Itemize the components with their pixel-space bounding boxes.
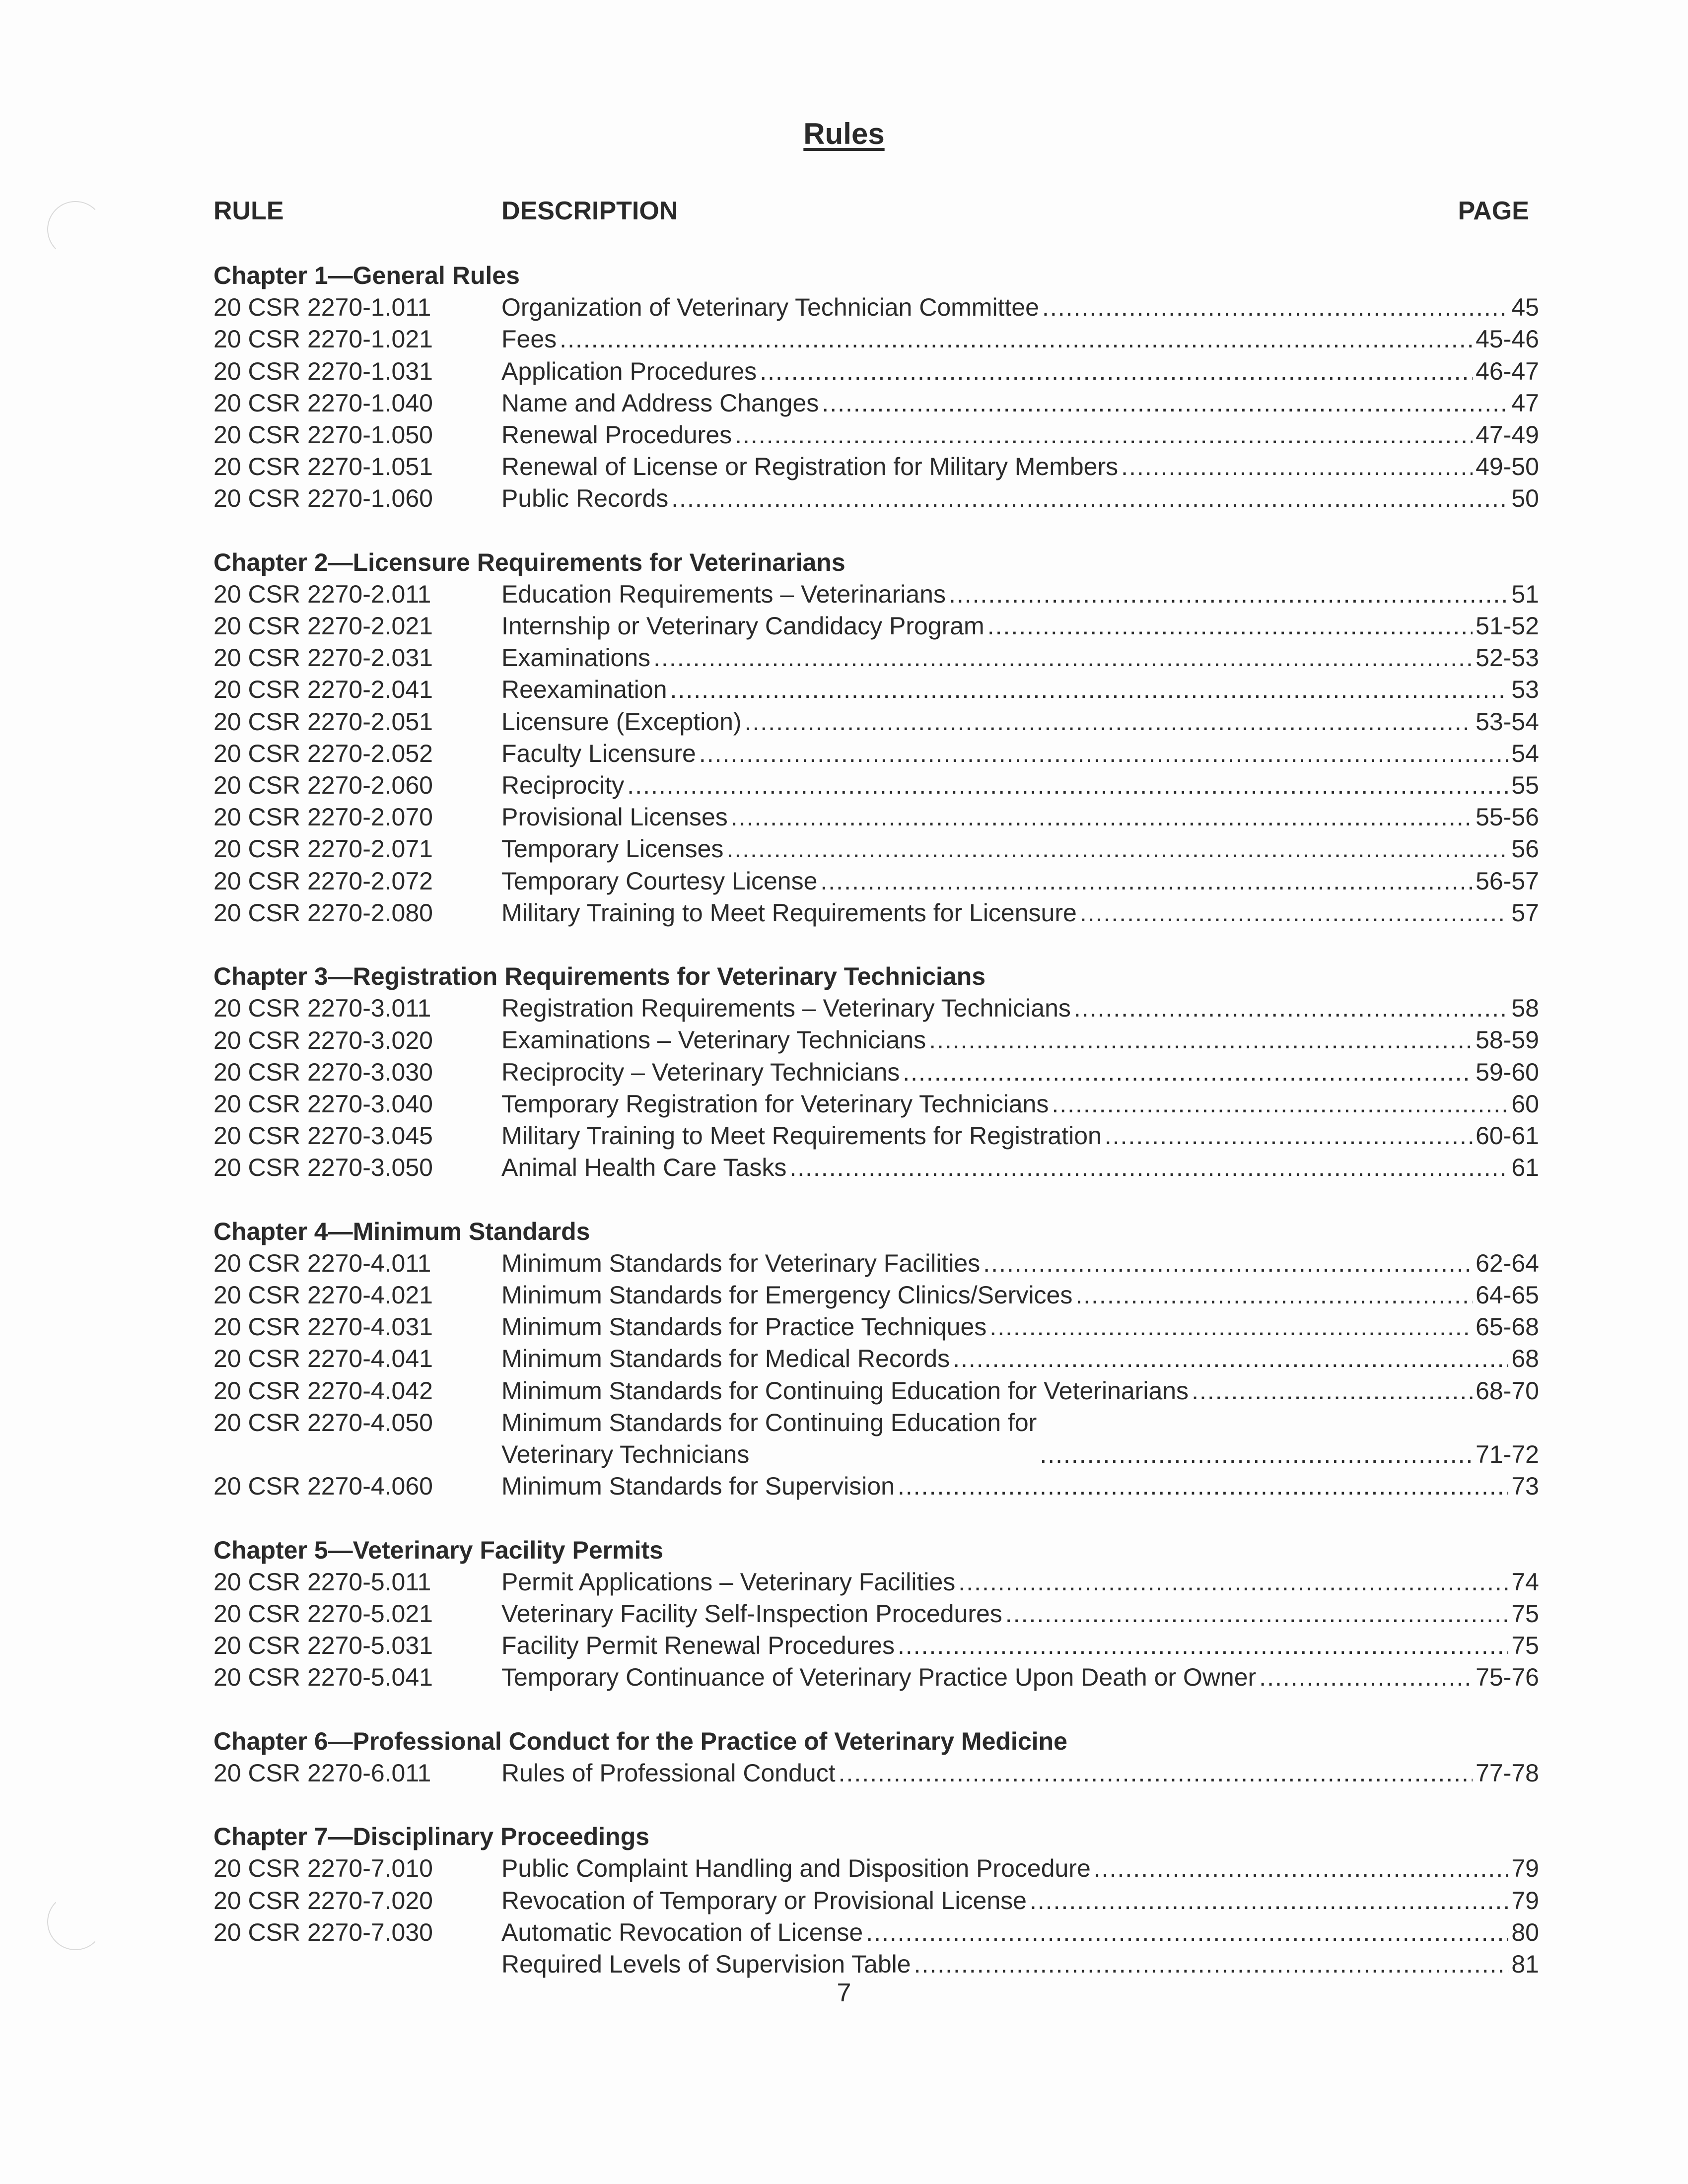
dot-leader <box>822 387 1508 419</box>
dot-leader <box>653 642 1473 674</box>
header-rule: RULE <box>213 197 284 225</box>
chapter-section <box>213 1821 1539 1980</box>
dot-leader <box>726 833 1508 865</box>
dot-leader <box>898 1470 1508 1502</box>
binder-hole-top <box>47 201 104 258</box>
toc-entry <box>213 706 1539 738</box>
toc-entry <box>213 1152 1539 1183</box>
chapter-title: Chapter 5—Veterinary Facility Permits <box>213 1536 663 1564</box>
rule-number: 20 CSR 2270-2.070 <box>213 803 433 831</box>
dot-leader <box>670 674 1509 705</box>
rule-number: 20 CSR 2270-1.040 <box>213 389 433 417</box>
rule-number: 20 CSR 2270-1.011 <box>213 293 431 322</box>
toc-entry <box>213 1852 1539 1884</box>
toc-entry <box>213 1343 1539 1374</box>
toc-entry <box>213 419 1539 451</box>
rule-number: 20 CSR 2270-3.040 <box>213 1090 433 1118</box>
rule-description: Veterinary Facility Self-Inspection Procedures <box>501 1599 1002 1628</box>
page-reference: 68-70 <box>1476 1376 1539 1405</box>
header-description: DESCRIPTION <box>501 197 678 225</box>
rule-description: Public Complaint Handling and Disposition Procedure <box>501 1854 1091 1883</box>
toc-entry <box>213 865 1539 897</box>
rule-description: Minimum Standards for Supervision <box>501 1472 895 1501</box>
page-reference: 60 <box>1511 1090 1539 1118</box>
rule-description: Organization of Veterinary Technician Committee <box>501 293 1039 322</box>
page-reference: 52-53 <box>1476 644 1539 672</box>
page-reference: 53-54 <box>1476 707 1539 736</box>
rule-description: Internship or Veterinary Candidacy Program <box>501 612 985 640</box>
rule-description: Temporary Registration for Veterinary Technicians <box>501 1090 1049 1118</box>
rule-number: 20 CSR 2270-3.020 <box>213 1026 433 1054</box>
page-number: 7 <box>837 1979 851 2007</box>
page-reference: 74 <box>1511 1568 1539 1596</box>
rule-description: Military Training to Meet Requirements for Registration <box>501 1122 1102 1150</box>
rule-description: Minimum Standards for Emergency Clinics/Services <box>501 1281 1073 1309</box>
rule-description: Minimum Standards for Continuing Education for Veterinary Technicians <box>501 1408 1037 1468</box>
rule-description: Reexamination <box>501 676 667 704</box>
binder-hole-bottom <box>47 1894 104 1950</box>
rule-number: 20 CSR 2270-2.072 <box>213 867 433 895</box>
dot-leader <box>1105 1120 1473 1152</box>
rule-number: 20 CSR 2270-3.050 <box>213 1154 433 1182</box>
rule-number: 20 CSR 2270-4.021 <box>213 1281 433 1309</box>
dot-leader <box>731 801 1473 833</box>
rule-number: 20 CSR 2270-5.021 <box>213 1599 433 1628</box>
toc-entry <box>213 897 1539 929</box>
dot-leader <box>671 482 1508 514</box>
dot-leader <box>1042 291 1508 323</box>
rule-description: Application Procedures <box>501 357 757 385</box>
rule-description: Animal Health Care Tasks <box>501 1154 787 1182</box>
dot-leader <box>745 706 1473 738</box>
page-reference: 51 <box>1511 580 1539 608</box>
toc-entry <box>213 1088 1539 1120</box>
dot-leader <box>949 578 1508 610</box>
dot-leader <box>1192 1375 1473 1407</box>
page-reference: 68 <box>1511 1345 1539 1373</box>
page-reference: 65-68 <box>1476 1313 1539 1341</box>
chapter-title: Chapter 7—Disciplinary Proceedings <box>213 1823 650 1851</box>
dot-leader <box>1121 451 1473 482</box>
rule-number: 20 CSR 2270-7.030 <box>213 1918 433 1946</box>
page-reference: 57 <box>1511 898 1539 927</box>
toc-entry <box>213 451 1539 482</box>
rule-number: 20 CSR 2270-1.031 <box>213 357 433 385</box>
rule-description: Reciprocity <box>501 771 625 799</box>
rule-description: Education Requirements – Veterinarians <box>501 580 946 608</box>
rule-description: Examinations <box>501 644 651 672</box>
rule-description: Military Training to Meet Requirements for Licensure <box>501 898 1077 927</box>
rule-description: Renewal Procedures <box>501 420 732 449</box>
toc-entry <box>213 992 1539 1024</box>
toc-entry <box>213 1757 1539 1789</box>
page-reference: 45 <box>1511 293 1539 322</box>
chapter-section <box>213 1725 1539 1789</box>
rule-number: 20 CSR 2270-2.051 <box>213 707 433 736</box>
rule-number: 20 CSR 2270-5.011 <box>213 1568 431 1596</box>
toc-entry <box>213 801 1539 833</box>
page-reference: 75 <box>1511 1599 1539 1628</box>
dot-leader <box>903 1056 1473 1088</box>
page-reference: 60-61 <box>1476 1122 1539 1150</box>
rule-number: 20 CSR 2270-2.052 <box>213 739 433 767</box>
rule-description: Required Levels of Supervision Table <box>501 1950 911 1978</box>
dot-leader <box>866 1916 1508 1948</box>
rule-number <box>213 1948 501 1980</box>
toc-entry <box>213 738 1539 769</box>
page-reference: 79 <box>1511 1854 1539 1883</box>
page-reference: 47 <box>1511 389 1539 417</box>
page-reference: 62-64 <box>1476 1249 1539 1277</box>
page-reference: 75 <box>1511 1632 1539 1660</box>
dot-leader <box>1075 1279 1473 1311</box>
rule-description: Rules of Professional Conduct <box>501 1759 836 1787</box>
rule-number: 20 CSR 2270-2.011 <box>213 580 431 608</box>
toc-entry <box>213 387 1539 419</box>
rule-description: Fees <box>501 325 557 353</box>
toc-entry <box>213 642 1539 674</box>
chapter-section <box>213 260 1539 515</box>
toc-entry <box>213 1661 1539 1693</box>
dot-leader <box>1080 897 1509 929</box>
rule-number: 20 CSR 2270-3.030 <box>213 1058 433 1086</box>
rule-number: 20 CSR 2270-2.080 <box>213 898 433 927</box>
dot-leader <box>1259 1661 1473 1693</box>
chapter-section <box>213 1534 1539 1694</box>
rule-number: 20 CSR 2270-5.041 <box>213 1663 433 1692</box>
header-page: PAGE <box>1458 197 1529 225</box>
dot-leader <box>627 769 1508 801</box>
toc-entry <box>213 355 1539 387</box>
page-reference: 64-65 <box>1476 1281 1539 1309</box>
dot-leader <box>760 355 1473 387</box>
rule-number: 20 CSR 2270-6.011 <box>213 1759 431 1787</box>
chapter-title: Chapter 1—General Rules <box>213 262 520 289</box>
dot-leader <box>699 738 1509 769</box>
rule-description: Automatic Revocation of License <box>501 1918 863 1946</box>
page-reference: 53 <box>1511 676 1539 704</box>
toc-entry <box>213 1948 1539 1980</box>
rule-description: Reciprocity – Veterinary Technicians <box>501 1058 900 1086</box>
toc-entry <box>213 674 1539 705</box>
rule-number: 20 CSR 2270-5.031 <box>213 1632 433 1660</box>
toc-entry <box>213 610 1539 642</box>
dot-leader <box>1030 1885 1508 1916</box>
dot-leader <box>958 1566 1508 1598</box>
rule-number: 20 CSR 2270-4.031 <box>213 1313 433 1341</box>
rule-description: Minimum Standards for Medical Records <box>501 1345 950 1373</box>
page-reference: 46-47 <box>1476 357 1539 385</box>
rule-description: Permit Applications – Veterinary Facilities <box>501 1568 956 1596</box>
dot-leader <box>1005 1598 1509 1630</box>
toc-entry <box>213 578 1539 610</box>
rule-number: 20 CSR 2270-4.050 <box>213 1408 433 1436</box>
rule-number: 20 CSR 2270-2.031 <box>213 644 433 672</box>
rule-number: 20 CSR 2270-7.010 <box>213 1854 433 1883</box>
toc-entry <box>213 1630 1539 1661</box>
column-headers <box>213 196 1529 231</box>
dot-leader <box>987 610 1473 642</box>
rule-number: 20 CSR 2270-2.060 <box>213 771 433 799</box>
page-reference: 80 <box>1511 1918 1539 1946</box>
page-reference: 51-52 <box>1476 612 1539 640</box>
rule-description: Provisional Licenses <box>501 803 728 831</box>
dot-leader <box>735 419 1473 451</box>
page-reference: 55 <box>1511 771 1539 799</box>
toc-entry <box>213 1024 1539 1056</box>
rule-number: 20 CSR 2270-4.041 <box>213 1345 433 1373</box>
dot-leader <box>929 1024 1473 1056</box>
page-reference: 75-76 <box>1476 1663 1539 1692</box>
page-reference: 81 <box>1511 1950 1539 1978</box>
chapter-title: Chapter 4—Minimum Standards <box>213 1217 590 1245</box>
rule-number: 20 CSR 2270-4.011 <box>213 1249 431 1277</box>
chapter-title: Chapter 6—Professional Conduct for the Practice of Veterinary Medicine <box>213 1727 1067 1755</box>
rule-number: 20 CSR 2270-1.050 <box>213 420 433 449</box>
page-reference: 73 <box>1511 1472 1539 1501</box>
rule-number: 20 CSR 2270-1.051 <box>213 453 433 481</box>
rule-description: Temporary Licenses <box>501 835 724 863</box>
dot-leader <box>789 1152 1508 1183</box>
page-reference: 79 <box>1511 1886 1539 1914</box>
rule-description: Temporary Continuance of Veterinary Practice Upon Death or Owner <box>501 1663 1257 1692</box>
toc-entry <box>213 1566 1539 1598</box>
rule-number: 20 CSR 2270-3.011 <box>213 994 431 1023</box>
toc-entry <box>213 833 1539 865</box>
page-reference: 58-59 <box>1476 1026 1539 1054</box>
rule-number: 20 CSR 2270-2.041 <box>213 676 433 704</box>
toc-entry <box>213 1120 1539 1152</box>
rule-description: Public Records <box>501 484 669 513</box>
dot-leader <box>560 323 1473 355</box>
page-reference: 54 <box>1511 739 1539 767</box>
rule-number: 20 CSR 2270-7.020 <box>213 1886 433 1914</box>
page-reference: 49-50 <box>1476 453 1539 481</box>
toc-entry <box>213 1247 1539 1279</box>
toc-entry <box>213 1279 1539 1311</box>
page-reference: 61 <box>1511 1154 1539 1182</box>
rule-description: Name and Address Changes <box>501 389 819 417</box>
table-of-contents <box>213 260 1539 1980</box>
toc-entry <box>213 1470 1539 1502</box>
dot-leader <box>898 1630 1508 1661</box>
dot-leader <box>1094 1852 1509 1884</box>
page-reference: 45-46 <box>1476 325 1539 353</box>
rule-description: Temporary Courtesy License <box>501 867 818 895</box>
chapter-title: Chapter 3—Registration Requirements for Veterinary Technicians <box>213 962 986 991</box>
dot-leader <box>914 1948 1509 1980</box>
rule-description: Facility Permit Renewal Procedures <box>501 1632 895 1660</box>
toc-entry <box>213 769 1539 801</box>
toc-entry <box>213 1056 1539 1088</box>
rule-description: Minimum Standards for Veterinary Facilities <box>501 1249 981 1277</box>
page-reference: 56-57 <box>1476 867 1539 895</box>
rule-description: Examinations – Veterinary Technicians <box>501 1026 926 1054</box>
rule-number: 20 CSR 2270-4.060 <box>213 1472 433 1501</box>
rule-description: Faculty Licensure <box>501 739 696 767</box>
page-reference: 55-56 <box>1476 803 1539 831</box>
toc-entry <box>213 1598 1539 1630</box>
page-reference: 71-72 <box>1476 1440 1539 1468</box>
page-reference: 77-78 <box>1476 1759 1539 1787</box>
rule-number: 20 CSR 2270-2.071 <box>213 835 433 863</box>
rule-description: Registration Requirements – Veterinary Technicians <box>501 994 1071 1023</box>
rule-number: 20 CSR 2270-1.021 <box>213 325 433 353</box>
rule-description: Minimum Standards for Practice Techniques <box>501 1313 987 1341</box>
rule-description: Revocation of Temporary or Provisional License <box>501 1886 1027 1914</box>
rule-number: 20 CSR 2270-2.021 <box>213 612 433 640</box>
page-reference: 50 <box>1511 484 1539 513</box>
toc-entry <box>213 1407 1539 1470</box>
rule-number: 20 CSR 2270-1.060 <box>213 484 433 513</box>
dot-leader <box>983 1247 1473 1279</box>
dot-leader <box>1052 1088 1508 1120</box>
page-reference: 59-60 <box>1476 1058 1539 1086</box>
rule-number: 20 CSR 2270-4.042 <box>213 1376 433 1405</box>
rule-number: 20 CSR 2270-3.045 <box>213 1122 433 1150</box>
dot-leader <box>989 1311 1473 1343</box>
page-reference: 47-49 <box>1476 420 1539 449</box>
rule-description: Renewal of License or Registration for Military Members <box>501 453 1119 481</box>
dot-leader <box>953 1343 1508 1374</box>
toc-entry <box>213 1375 1539 1407</box>
dot-leader <box>1074 992 1508 1024</box>
toc-entry <box>213 323 1539 355</box>
chapter-section <box>213 1216 1539 1502</box>
chapter-section <box>213 960 1539 1183</box>
page-title: Rules <box>803 117 885 150</box>
page-reference: 56 <box>1511 835 1539 863</box>
page-reference: 58 <box>1511 994 1539 1023</box>
chapter-section <box>213 546 1539 929</box>
toc-entry <box>213 482 1539 514</box>
dot-leader <box>839 1757 1473 1789</box>
chapter-title: Chapter 2—Licensure Requirements for Veterinarians <box>213 548 845 576</box>
dot-leader <box>1040 1438 1473 1470</box>
toc-entry <box>213 1916 1539 1948</box>
rule-description: Minimum Standards for Continuing Education for Veterinarians <box>501 1376 1189 1405</box>
dot-leader <box>820 865 1473 897</box>
rule-description: Licensure (Exception) <box>501 707 742 736</box>
toc-entry <box>213 1885 1539 1916</box>
toc-entry <box>213 1311 1539 1343</box>
toc-entry <box>213 291 1539 323</box>
